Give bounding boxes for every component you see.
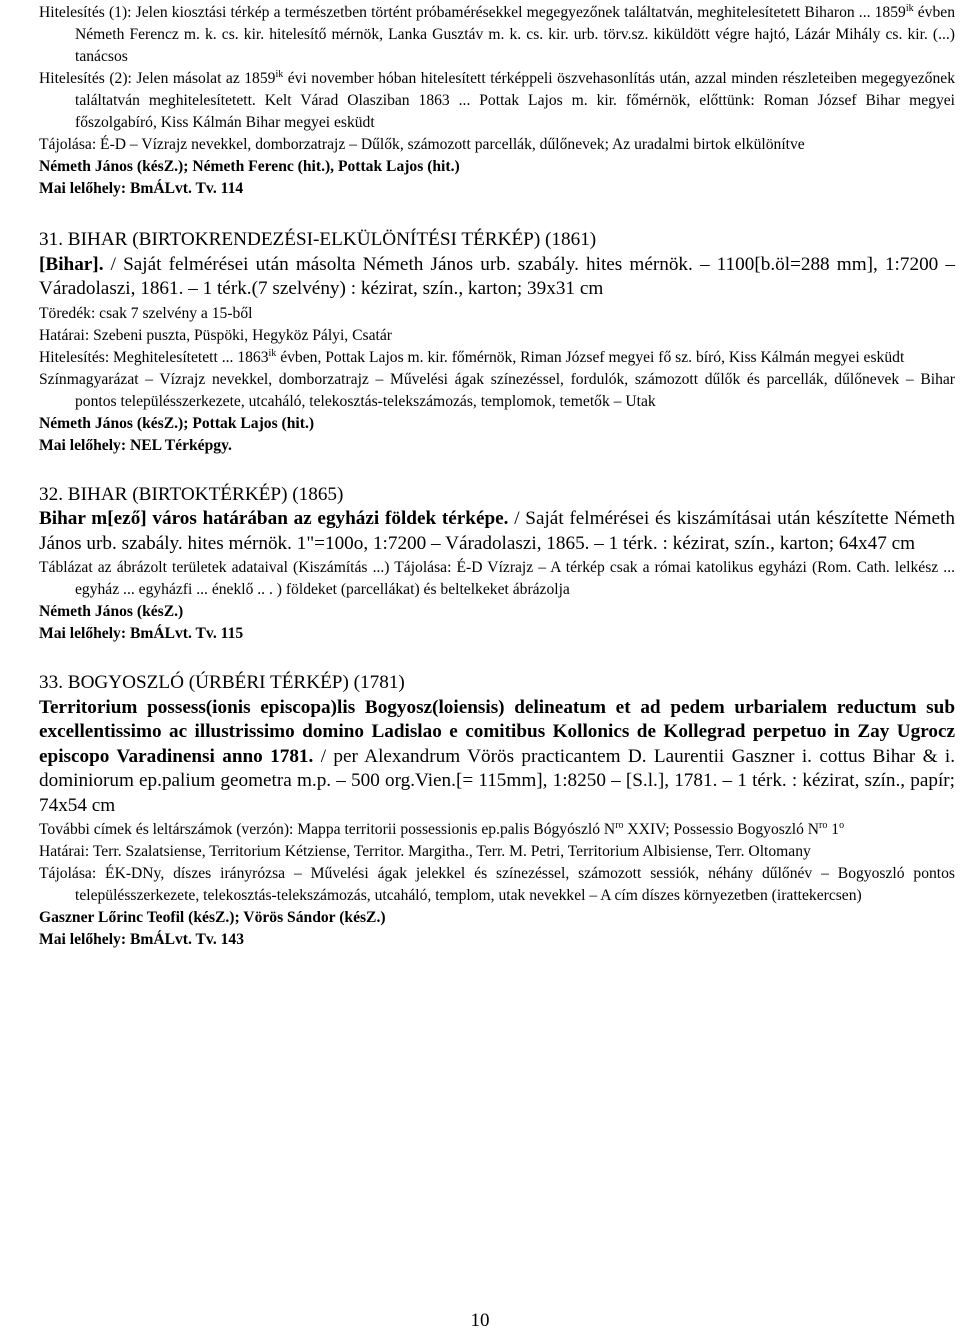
entry-notes	[39, 819, 955, 907]
note-legend: Színmagyarázat – Vízrajz nevekkel, domborzatrajz – Művelési ágak színezéssel, fordulók, számozott dűlők és parcellák, dűlőnevek – Bihar pontos településszerkezete, utcaháló, telekosztás-telekszámozás, templomok, temetők – Utak	[39, 370, 955, 410]
entry-description: Territorium possess(ionis episcopa)lis Bogyosz(loiensis) delineatum et ad pedem urbarialem reductum sub excellentissimo ac illustrissimo domino Ladislao e comitibus Kollonics de Kollegrad perpetuo in Zay Ugrocz episcopo Varadinensi anno 1781. / per Alexandrum Vörös practicantem D. Laurentii Gaszner i. cottus Bihar & i. dominiorum ep.palium geometra m.p. – 500 org.Vien.[= 115mm], 1:8250 – [S.l.], 1781. – 1 térk. : kézirat, szín., papír; 74x54 cm	[39, 696, 955, 816]
entry-32	[39, 483, 955, 646]
entry-authors: Németh János (késZ.)	[39, 603, 184, 620]
entry-33	[39, 671, 955, 951]
entry-notes	[39, 557, 955, 601]
entry-heading: 33. BOGYOSZLÓ (ÚRBÉRI TÉRKÉP) (1781)	[39, 672, 405, 693]
note-other-titles: További címek és leltárszámok (verzón): Mappa territorii possessionis ep.palis Bógyószló $N^{ro}$ XXIV; Possessio Bogyoszló $N^{ro}$ 1$^o$	[39, 820, 845, 838]
entry-30-authors: Németh János (késZ.); Németh Ferenc (hit.), Pottak Lajos (hit.)	[39, 158, 460, 175]
note-authentication: Hitelesítés: Meghitelesítetett ... $1863^{ik}$ évben, Pottak Lajos m. kir. főmérnök, Riman József megyei fő sz. bíró, Kiss Kálmán megyei esküdt	[39, 347, 905, 366]
entry-authors: Németh János (késZ.); Pottak Lajos (hit.)	[39, 414, 315, 432]
note-orientation: Tájolása: ÉK-DNy, díszes irányrózsa – Művelési ágak jelekkel és színezéssel, számozott sessiók, néhány dűlőnév – Bogyoszló pontos településszerkezete, telekosztás-telekszámozás, utcaháló, templom, utak nevekkel – A cím díszes környezetben (irattekercsen)	[39, 865, 955, 904]
entry-30-notes	[39, 0, 955, 156]
entry-heading: 31. BIHAR (BIRTOKRENDEZÉSI-ELKÜLÖNÍTÉSI TÉRKÉP) (1861)	[39, 229, 597, 250]
entry-heading: 32. BIHAR (BIRTOKTÉRKÉP) (1865)	[39, 483, 344, 505]
note-borders: Határai: Terr. Szalatsiense, Territorium Kétziense, Territor. Margitha., Terr. M. Petri, Territorium Albisiense, Terr. Oltomany	[39, 843, 811, 860]
page-number: 10	[470, 1310, 490, 1331]
note-authentication-2: Hitelesítés (2): Jelen másolat az $1859^{ik}$ évi november hóban hitelesített térképpeli öszvehasonlítás után, azzal minden részleteiben megegyezőnek találtatván meghitelesítetett. Kelt Várad Olasziban 1863 ... Pottak Lajos m. kir. főmérnök, előttünk: Roman József Bihar megyei főszolgabíró, Kiss Kálmán Bihar megyei esküdt	[39, 69, 955, 131]
entry-authors: Gaszner Lőrinc Teofil (késZ.); Vörös Sándor (késZ.)	[39, 909, 386, 926]
entry-description: Bihar m[ező] város határában az egyházi földek térképe. / Saját felmérései és kiszámításai után készítette Németh János urb. szabály. hites mérnök. 1"=100o, 1:7200 – Váradolaszi, 1865. – 1 térk. : kézirat, szín., karton; 64x47 cm	[39, 508, 955, 554]
note-fragment: Töredék: csak 7 szelvény a 15-ből	[39, 304, 253, 322]
entry-location: Mai lelőhely: BmÁLvt. Tv. 143	[39, 931, 245, 948]
note-table: Táblázat az ábrázolt területek adataival (Kiszámítás ...) Tájolása: É-D Vízrajz – A térkép csak a római katolikus egyházi (Rom. Cath. lelkész ... egyház ... egyházfi ... éneklő .. . ) földeket (parcellákat) és beltelkeket ábrázolja	[39, 559, 955, 598]
entry-31	[39, 228, 955, 457]
entry-30-location: Mai lelőhely: BmÁLvt. Tv. 114	[39, 180, 244, 197]
entry-location: Mai lelőhely: BmÁLvt. Tv. 115	[39, 625, 244, 642]
note-authentication-1: Hitelesítés (1): Jelen kiosztási térkép a természetben történt próbamérésekkel megegyezőnek találtatván, meghitelesítetett Biharon ... $1859^{ik}$ évben Németh Ferencz m. k. cs. kir. hitelesítő mérnök, Lanka Gusztáv m. k. cs. kir. urb. törv.sz. kiküldött végre hajtó, Lázár Mihály cs. kir. (...) tanácsos	[39, 3, 955, 65]
note-orientation: Tájolása: É-D – Vízrajz nevekkel, domborzatrajz – Dűlők, számozott parcellák, dűlőnevek; Az uradalmi birtok elkülönítve	[39, 136, 805, 153]
entry-location: Mai lelőhely: NEL Térképgy.	[39, 436, 232, 454]
entry-description: [Bihar]. / Saját felmérései után másolta Németh János urb. szabály. hites mérnök. – 1100[b.öl=288 mm], 1:7200 – Váradolaszi, 1861. – 1 térk.(7 szelvény) : kézirat, szín., karton; 39x31 cm	[39, 253, 955, 299]
note-borders: Határai: Szebeni puszta, Püspöki, Hegyköz Pályi, Csatár	[39, 326, 392, 344]
entry-notes	[39, 303, 955, 413]
document-page	[39, 0, 955, 951]
